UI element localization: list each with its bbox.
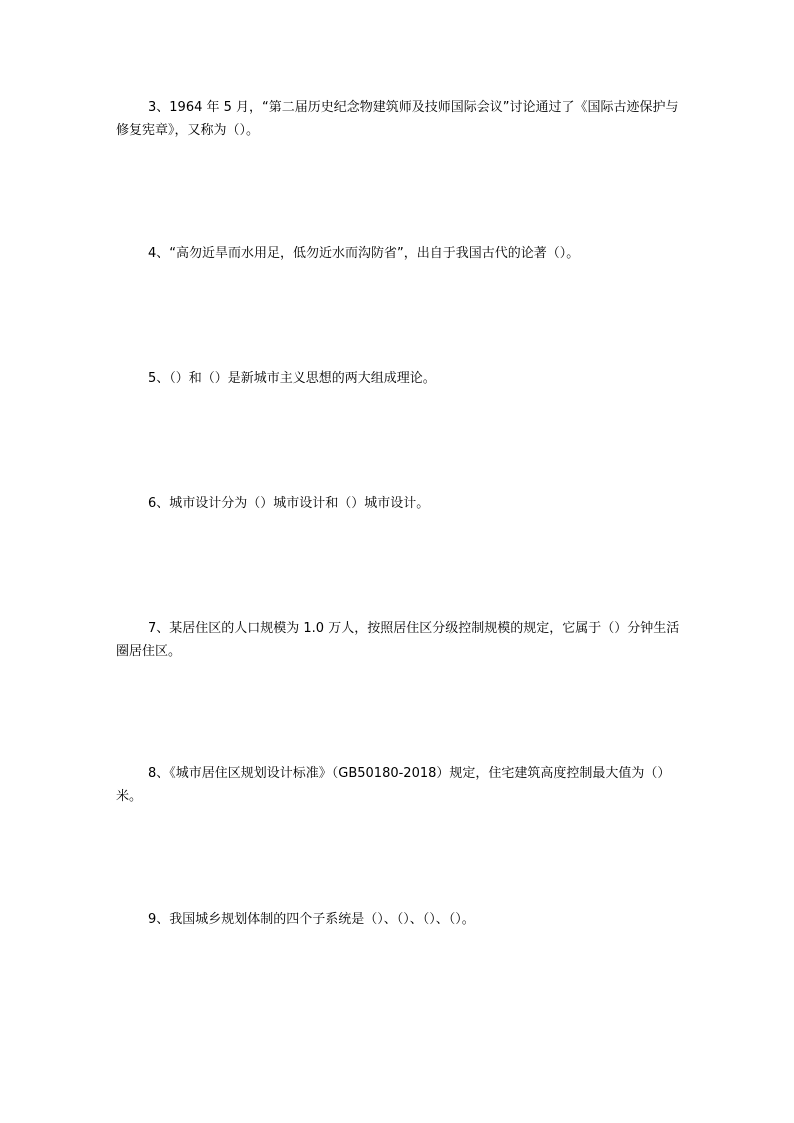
question-3: 3、1964 年 5 月，“第二届历史纪念物建筑师及技师国际会议”讨论通过了《国际古迹保护与修复宪章》，又称为（）。 xyxy=(116,100,679,138)
question-6: 6、城市设计分为（）城市设计和（）城市设计。 xyxy=(148,496,430,511)
question-7: 7、某居住区的人口规模为 1.0 万人，按照居住区分级控制规模的规定，它属于（）分钟生活圈居住区。 xyxy=(116,621,680,659)
question-5: 5、（）和（）是新城市主义思想的两大组成理论。 xyxy=(148,371,436,386)
question-4: 4、“高勿近旱而水用足，低勿近水而沟防省”，出自于我国古代的论著（）。 xyxy=(148,246,580,261)
question-8: 8、《城市居住区规划设计标准》（GB50180-2018）规定，住宅建筑高度控制最大值为（）米。 xyxy=(116,766,671,804)
question-9: 9、我国城乡规划体制的四个子系统是（）、（）、（）、（）。 xyxy=(148,912,475,927)
